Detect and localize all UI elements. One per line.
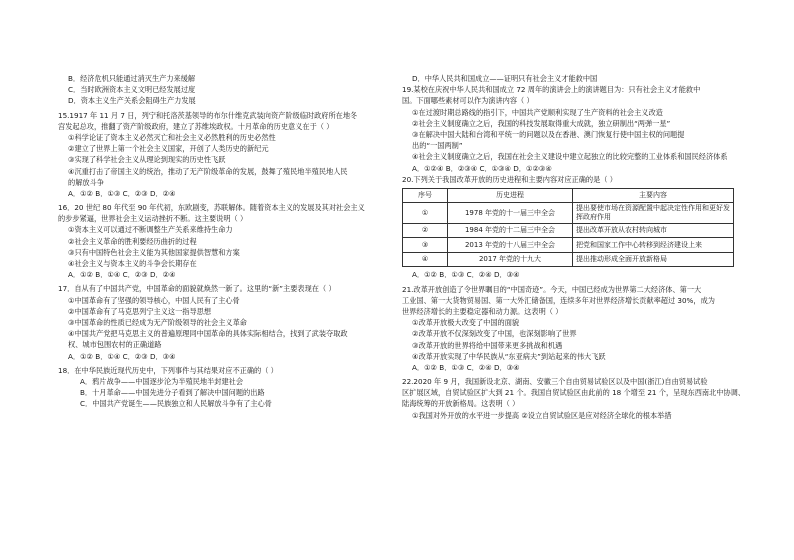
- text-line: ③实现了科学社会主义从理论到现实的历史性飞跃: [68, 155, 226, 165]
- text-line: 宫发起总攻，推翻了资产阶级政府，建立了苏维埃政权。十月革命的历史意义在于（ ）: [58, 121, 334, 131]
- text-line: 的解放斗争: [68, 177, 104, 187]
- right-column: [402, 74, 744, 422]
- text-line: ④中国共产党把马克思主义的普遍原理同中国革命的具体实际相结合，找到了武装夺取政: [68, 329, 348, 339]
- text-line: D．中华人民共和国成立——证明只有社会主义才能救中国: [412, 74, 598, 83]
- text-line: ②社会主义革命的胜利要经历曲折的过程: [68, 236, 197, 246]
- text-line: 21.改革开放创造了令世界瞩目的“中国奇迹”。今天，中国已经成为世界第二大经济体、第一大: [402, 284, 702, 294]
- table-header-cell: 主要内容: [573, 188, 734, 203]
- table-cell: ①: [403, 203, 448, 224]
- table-cell: ③: [403, 238, 448, 253]
- table-cell: 2013 年党的十八届三中全会: [448, 238, 573, 253]
- text-line: ③只有中国特色社会主义能为其他国家提供智慧和方案: [68, 247, 240, 257]
- text-line: ②建立了世界上第一个社会主义国家，开创了人类历史的新纪元: [68, 144, 269, 154]
- right-top-block: [402, 74, 744, 186]
- text-line: ④沉重打击了帝国主义的统治，推动了无产阶级革命的发展，鼓舞了殖民地半殖民地人民: [68, 166, 348, 176]
- table-row: [403, 252, 734, 267]
- text-line: 的步步紧逼，世界社会主义运动挫折不断。这主要说明（ ）: [58, 214, 248, 224]
- table-cell: 提出推动形成全面开放新格局: [573, 252, 734, 267]
- text-line: B．十月革命——中国先进分子看到了解决中国问题的出路: [80, 388, 265, 398]
- text-line: A．①②④ B．②③④ C．①③④ D．①②③④: [412, 163, 552, 173]
- text-line: 17．自从有了中国共产党，中国革命的面貌就焕然一新了。这里的“新”主要表现在（ ）: [58, 284, 336, 294]
- table-cell: 1984 年党的十二届三中全会: [448, 223, 573, 238]
- text-line: ③改革开放的世界将给中国带来更多挑战和机遇: [412, 340, 563, 350]
- text-line: B．经济危机只能通过消灭生产力来缓解: [68, 74, 196, 83]
- table-cell: ④: [403, 252, 448, 267]
- text-line: 出的“一国两制”: [412, 141, 463, 151]
- table-row: [403, 203, 734, 224]
- text-line: ②中国革命有了马克思列宁主义这一指导思想: [68, 306, 212, 316]
- text-line: ③在解决中国大陆和台湾和平统一的问题以及在香港、澳门恢复行使中国主权的问题提: [412, 129, 685, 139]
- text-line: A．鸦片战争——中国逐步沦为半殖民地半封建社会: [80, 376, 244, 386]
- text-line: 16．20 世纪 80 年代至 90 年代初，东欧剧变，苏联解体。随着资本主义的发展及其对社会主义: [58, 203, 365, 213]
- text-line: ①改革开放极大改变了中国的面貌: [412, 318, 520, 328]
- text-line: ②社会主义制度确立之后，我国的科技发展取得重大成就，独立研制出“两弹一星”: [412, 118, 671, 128]
- text-line: A．①② B．①③ C．②④ D．③④: [412, 362, 520, 372]
- text-line: 工业国、第一大货物贸易国、第一大外汇储备国，连续多年对世界经济增长贡献率超过 30%，成为: [402, 295, 715, 305]
- reform-history-table: [402, 188, 734, 268]
- text-line: A．①② B．①③ C．②④ D．③④: [412, 270, 520, 280]
- table-cell: 提出改革开放从农村转向城市: [573, 223, 734, 238]
- text-line: 陆海统筹的开放新格局。这表明（ ）: [402, 399, 520, 409]
- text-line: ①科学论证了资本主义必然灭亡和社会主义必然胜利的历史必然性: [68, 132, 276, 142]
- table-cell: 提出要使市场在资源配置中起决定性作用和更好发挥政府作用: [573, 203, 734, 224]
- table-row: [403, 238, 734, 253]
- table-header-cell: 序号: [403, 188, 448, 203]
- text-line: ①中国革命有了坚强的领导核心，中国人民有了主心骨: [68, 295, 240, 305]
- text-line: D．资本主义生产关系会阻碍生产力发展: [68, 96, 196, 106]
- text-line: 区扩展区域，自贸试验区扩大到 21 个。我国自贸试验区由此前的 18 个增至 21 个，呈现东西南北中协调、: [402, 388, 746, 398]
- table-row: [403, 223, 734, 238]
- text-line: ④社会主义制度确立之后，我国在社会主义建设中建立起独立的比较完整的工业体系和国民经济体系: [412, 152, 728, 162]
- text-line: ④社会主义与资本主义的斗争会长期存在: [68, 259, 197, 268]
- right-bottom-block: [402, 270, 744, 421]
- text-line: 15.1917 年 11 月 7 日，列宁和托洛茨基领导的布尔什维克武装向资产阶级临时政府所在地冬: [58, 110, 358, 120]
- text-line: 20.下列关于我国改革开放的历史进程和主要内容对应正确的是（ ）: [402, 174, 617, 184]
- text-line: C．当时欧洲资本主义文明已经发展过度: [68, 85, 196, 95]
- text-line: A．①② B．①③ C．②③ D．②④: [68, 188, 176, 198]
- left-column: [58, 74, 396, 410]
- text-line: 18．在中华民族近现代历史中，下列事件与其结果对应不正确的（ ）: [58, 365, 278, 375]
- text-line: ③中国革命的性质已经成为无产阶级领导的社会主义革命: [68, 317, 247, 327]
- text-line: 22.2020 年 9 月，我国新设北京、湖南、安徽三个自由贸易试验区以及中国(浙江)自由贸易试验: [402, 377, 708, 387]
- text-line: ②改革开放不仅深刻改变了中国，也深刻影响了世界: [412, 329, 577, 339]
- text-line: A．①② B．①④ C．②③ D．②④: [68, 270, 176, 280]
- text-line: C．中国共产党诞生——民族独立和人民解放斗争有了主心骨: [80, 399, 272, 409]
- table-cell: 2017 年党的十九大: [448, 252, 573, 267]
- table-header-cell: 历史进程: [448, 188, 573, 203]
- table-cell: 1978 年党的十一届三中全会: [448, 203, 573, 224]
- table-cell: ②: [403, 223, 448, 238]
- table-cell: 把党和国家工作中心转移到经济建设上来: [573, 238, 734, 253]
- text-line: ①我国对外开放的水平进一步提高 ②设立自贸试验区是应对经济全球化的根本举措: [412, 410, 672, 420]
- table-header-row: [403, 188, 734, 203]
- text-line: A．①② B．①④ C．②③ D．③④: [68, 351, 176, 361]
- text-line: ①在过渡时期总路线的指引下，中国共产党顺利实现了生产资料的社会主义改造: [412, 107, 663, 117]
- text-line: ④改革开放实现了中华民族从“东亚病夫”到站起来的伟大飞跃: [412, 351, 606, 361]
- text-line: 权、城市包围农村的正确道路: [68, 340, 162, 350]
- text-line: 19.某校在庆祝中华人民共和国成立 72 周年的演讲会上的演讲题目为：只有社会主义才能救中: [402, 85, 701, 95]
- text-line: 国。下面哪些素材可以作为演讲内容（ ）: [402, 96, 534, 106]
- text-line: 世界经济增长的主要稳定器和动力源。这表明（ ）: [402, 306, 563, 316]
- text-line: ①资本主义可以通过不断调整生产关系来维持生命力: [68, 225, 233, 235]
